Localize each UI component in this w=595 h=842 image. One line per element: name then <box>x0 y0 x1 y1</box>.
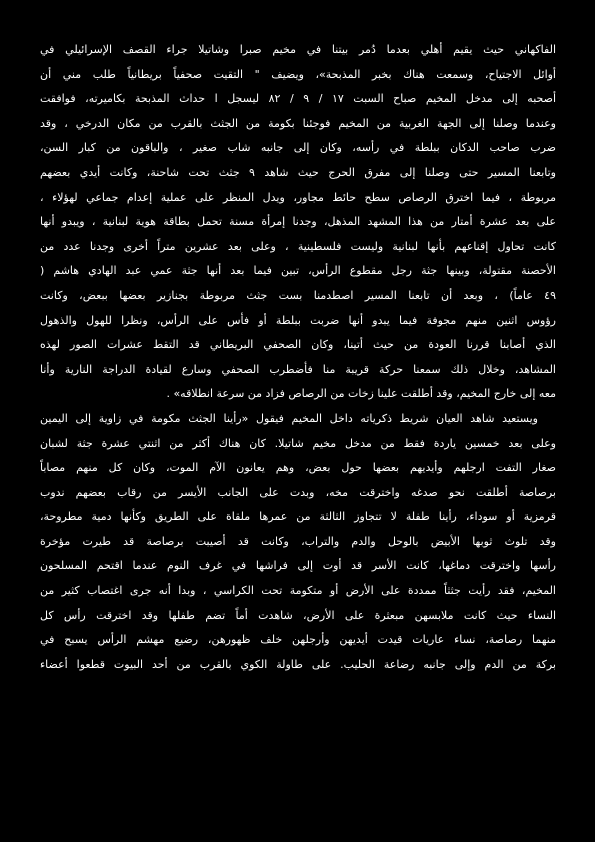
text-line: برصاصة أطلقت نحو صدغه واخترقت مخه، وبدت على الجانب الأيسر من رقاب بعضهم ندوب <box>40 485 556 499</box>
text-line: رؤوس اثنين منهم مجوفة فيما يبدو أنها ضربت ببلطة أو فأس على الرأس، ونظرا للهول والذهول <box>40 313 556 327</box>
text-line: ويستعيد شاهد العيان شريط ذكرياته داخل المخيم فيقول «رأينا الجثث مكومة في زاوية إلى اليمين <box>40 411 538 425</box>
text-line: معه إلى خارج المخيم، وقد أطلقت علينا زخات من الرصاص فزاد من سرعة انطلاقه» . <box>166 387 556 401</box>
text-line: ضرب صاحب الدكان ببلطة في رأسه، وكان إلى جانبه شاب صغير ، والباقون من كبار السن، <box>40 141 556 155</box>
text-line: أصحبه إلى مدخل المخيم صباح السبت ١٧ / ٩ / ٨٢ ليسجل ا حداث المذبحة بكاميرته، فوافقت <box>40 92 556 106</box>
text-line: المشاهد، وخلال ذلك سمعنا حركة قريبة منا فأضطرب الصحفي وسارع لقيادة الدراجة النارية وأنا <box>40 362 556 376</box>
text-line: مربوطة ، فيما اخترق الرصاص سطح حائط مجاور، ويدل المنظر على عملية إعدام جماعي لهؤلاء ، <box>40 190 556 204</box>
paragraph-1 <box>40 38 556 407</box>
text-line: قرمزية أو سوداء، رأينا طفلة لا تتجاوز الثالثة من عمرها ملقاة على الطريق وكأنها دمية مطروحة، <box>40 510 556 524</box>
text-line: كانت تحاول إقناعهم بأنها لبنانية وليست فلسطينية ، وعلى بعد عشرين متراً أخرى وجدنا عدد من <box>40 239 556 253</box>
text-line: وعلى بعد خمسين ياردة فقط من مدخل مخيم شاتيلا. كان هناك أكثر من اثنتي عشرة جثة لشبان <box>40 436 556 450</box>
text-line: المخيم، فقد رأيت جثثاً ممددة على الأرض أو متكومة تحت الكراسي ، وبدا أنه جرى اغتصاب كثير من <box>40 584 556 598</box>
text-line: منهما رصاصة، نساء عاريات قيدت أيديهن وأرجلهن خلف ظهورهن، رضيع مهشم الرأس يسبح في <box>40 633 556 647</box>
text-line: صغار التفت ارجلهم وأيديهم بعضها حول بعض، وهم يعانون الآم الموت، وكان كل منهم مصاباً <box>40 461 556 475</box>
text-line: على بعد عشرة أمتار من هذا المشهد المذهل، وجدنا إمرأة مسنة تحمل بطاقة هوية لبنانية ، ويبدو أنها <box>40 215 556 229</box>
text-line: وقد تلوث ثوبها الأبيض بالوحل والدم والتراب، وكانت قد أصيبت برصاصة قد طيرت مؤخرة <box>40 534 556 548</box>
text-line: الفاكهاني حيث يقيم أهلي بعدما دُمر بيتنا في مخيم صبرا وشاتيلا جراء القصف الإسرائيلي في <box>40 43 556 56</box>
text-line: الذي أصابنا قررنا العودة من حيث أتينا، وكان الصحفي البريطاني قد التقط عشرات الصور لهذه <box>40 338 556 352</box>
text-line: الأحصنة مقتولة، وبينها جثة رجل مقطوع الرأس، تبين فيما بعد أنها جثة عمي عبد الهادي هاشم ( <box>40 264 556 278</box>
text-line: وعندما وصلنا إلى الجهة الغربية من المخيم فوجئنا بكومة من الجثث بالقرب من مكان الدرخي ، وقد <box>40 116 556 130</box>
text-line: بركة من الدم وإلى جانبه رضاعة الحليب. على طاولة الكوي بالقرب من أحد البيوت قطعوا أعضاء <box>40 657 556 671</box>
text-line: رأسها واخترقت دماغها، كانت الأسر قد أوت إلى فراشها في غرف النوم عندما اقتحم المسلحون <box>40 559 556 573</box>
text-line: أوائل الاجتياح، وسمعت هناك بخبر المذبحة»، ويضيف " التقيت صحفياً بريطانياً طلب مني أن <box>40 67 556 81</box>
text-line: ٤٩ عاماً) ، وبعد أن تابعنا المسير اصطدمنا بست جثث مربوطة بجنازير بعضها ببعض، وكانت <box>40 288 556 302</box>
text-line: وتابعنا المسير حتى وصلنا إلى مفرق الحرج حيث شاهد ٩ جثث تحت شاحنة، وكانت أيدي بعضهم <box>40 165 556 179</box>
paragraph-2 <box>40 407 556 678</box>
text-line: النساء حيث كانت ملابسهن مبعثرة على الأرض، شاهدت أماً تضم طفلها وقد اخترقت رأس كل <box>40 608 556 622</box>
body-text <box>40 38 556 677</box>
